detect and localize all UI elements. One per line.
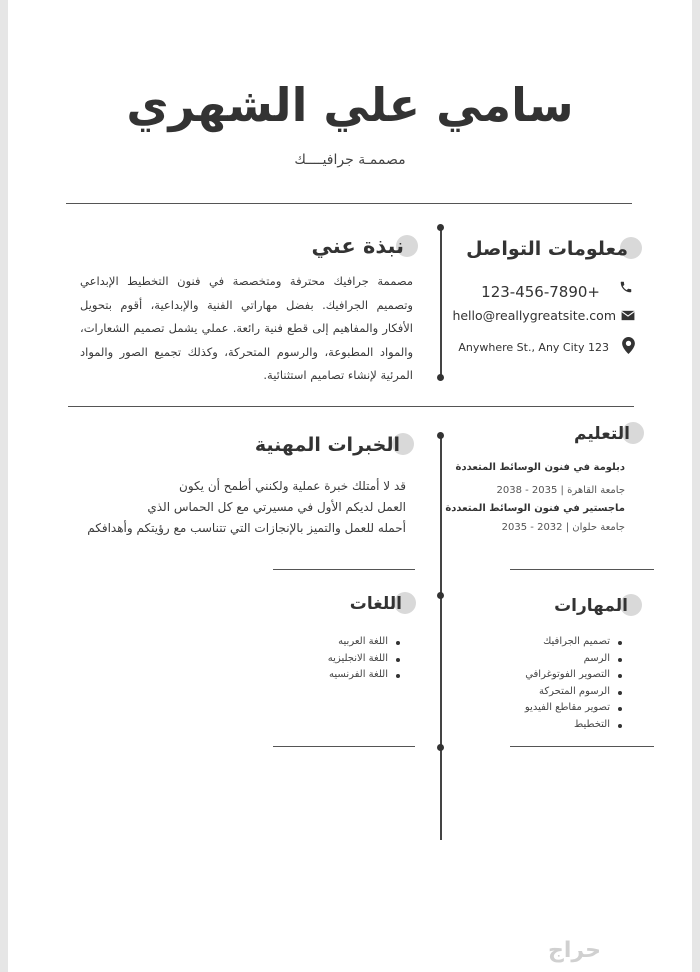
about-heading: نبذة عني <box>312 234 404 258</box>
contact-heading: معلومات التواصل <box>466 238 628 260</box>
timeline-dot <box>437 592 444 599</box>
contact-email: hello@reallygreatsite.com <box>452 308 616 323</box>
timeline-dot <box>437 374 444 381</box>
resume-page <box>8 0 692 972</box>
contact-address: Anywhere St., Any City 123 <box>458 341 609 354</box>
language-item: اللغة العربيه <box>328 634 388 651</box>
experience-heading: الخبرات المهنية <box>255 434 400 456</box>
top-vertical-divider <box>440 228 442 378</box>
header-divider <box>66 203 632 204</box>
experience-line-3: أحمله للعمل والتميز بالإنجازات التي تتناسب مع رؤيتكم وأهدافكم <box>87 521 406 535</box>
language-item: اللغة الفرنسيه <box>328 667 388 684</box>
about-text: مصممة جرافيك محترفة ومتخصصة في فنون التخطيط الإبداعي وتصميم الجرافيك. بفضل مهاراتي الفنية والإبداعية، أقوم بتحويل الأفكار والمفاهيم إلى قطع فنية رائعة. عملي يشمل تصميم الشعارات، والمواد المطبوعة، والرسوم المتحركة، وكذلك تجميع الصور والمواد المرئية لإنشاء تصاميم استثنائية. <box>80 274 413 382</box>
timeline-dot <box>437 744 444 751</box>
experience-divider <box>273 569 415 570</box>
job-title: مصممـة جرافيــــك <box>294 152 406 168</box>
bottom-vertical-divider <box>440 436 442 840</box>
location-icon <box>622 337 635 358</box>
education-degree-2: ماجستير في فنون الوسائط المتعددة <box>445 503 625 514</box>
timeline-dot <box>437 432 444 439</box>
skill-item: الرسوم المتحركة <box>525 684 610 701</box>
watermark-logo: حراج <box>548 938 601 963</box>
resume-name: سامي علي الشهري <box>126 78 574 132</box>
languages-heading: اللغات <box>350 594 402 614</box>
skills-divider <box>510 746 654 747</box>
skill-item: التصوير الفوتوغرافي <box>525 667 610 684</box>
experience-line-1: قد لا أمتلك خبرة عملية ولكنني أطمح أن يكون <box>179 479 406 493</box>
mail-icon <box>621 310 635 325</box>
skill-item: التخطيط <box>525 717 610 734</box>
education-divider <box>510 569 654 570</box>
phone-icon <box>619 280 633 298</box>
education-meta-2: جامعة حلوان | 2032 - 2035 <box>501 522 625 533</box>
skills-heading: المهارات <box>554 596 628 616</box>
languages-divider <box>273 746 415 747</box>
language-item: اللغة الانجليزيه <box>328 651 388 668</box>
skill-item: الرسم <box>525 651 610 668</box>
contact-phone: 123-456-7890+ <box>481 283 600 301</box>
skill-item: تصوير مقاطع الفيديو <box>525 700 610 717</box>
experience-line-2: العمل لديكم الأول في مسيرتي مع كل الحماس الذي <box>147 500 406 514</box>
languages-list <box>328 634 402 684</box>
timeline-dot <box>437 224 444 231</box>
education-meta-1: جامعة القاهرة | 2035 - 2038 <box>496 485 625 496</box>
education-degree-1: دبلومة في فنون الوسائط المتعددة <box>455 462 625 473</box>
skill-item: تصميم الجرافيك <box>525 634 610 651</box>
education-heading: التعليم <box>574 424 630 444</box>
skills-list <box>525 634 624 733</box>
section-divider <box>68 406 634 407</box>
